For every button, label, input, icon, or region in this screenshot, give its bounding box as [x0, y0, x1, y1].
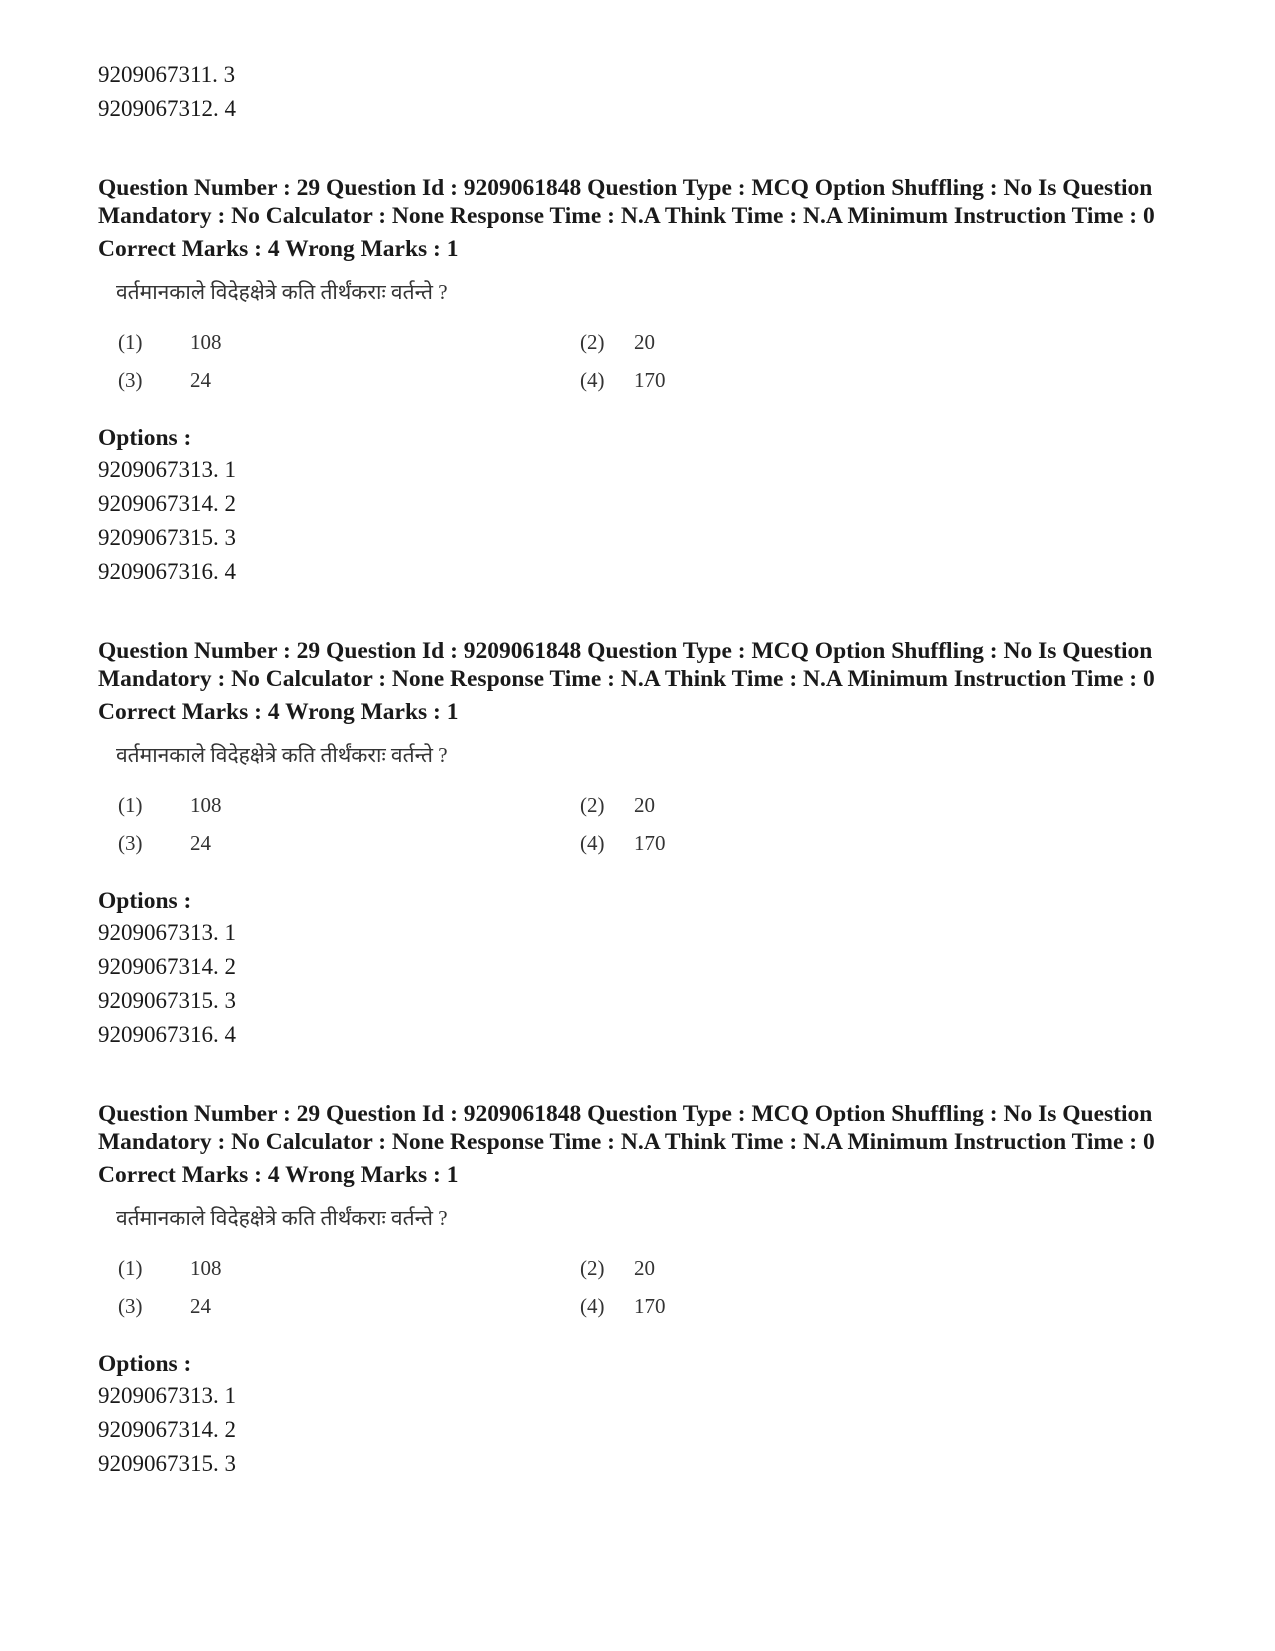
- options-heading: Options :: [98, 888, 192, 914]
- answer-choice: [580, 1291, 666, 1321]
- options-list: [98, 916, 1178, 1052]
- options-list: [98, 1379, 1178, 1481]
- question-block: [98, 637, 1178, 1052]
- answer-choice: [118, 790, 222, 820]
- options-list: [98, 453, 1178, 589]
- answer-choice: [580, 1253, 655, 1283]
- choice-number: (2): [580, 1256, 605, 1280]
- choice-number: (3): [118, 368, 143, 392]
- top-options-list: [98, 58, 1178, 126]
- answer-choice: [580, 828, 666, 858]
- choice-text: 108: [190, 1256, 222, 1280]
- answer-choice: [118, 327, 222, 357]
- option-line: 9209067312. 4: [98, 96, 236, 121]
- answer-choice: [118, 1253, 222, 1283]
- option-line: 9209067316. 4: [98, 1022, 236, 1047]
- choice-text: 20: [634, 330, 655, 354]
- option-line: 9209067315. 3: [98, 525, 236, 550]
- question-marks: Correct Marks : 4 Wrong Marks : 1: [98, 236, 459, 262]
- question-marks: Correct Marks : 4 Wrong Marks : 1: [98, 699, 459, 725]
- answer-choice: [580, 327, 655, 357]
- choice-number: (4): [580, 1294, 605, 1318]
- choice-text: 170: [634, 368, 666, 392]
- option-line: 9209067315. 3: [98, 1451, 236, 1476]
- choice-number: (1): [118, 793, 143, 817]
- choice-number: (2): [580, 330, 605, 354]
- options-heading: Options :: [98, 425, 192, 451]
- choice-text: 170: [634, 831, 666, 855]
- choice-text: 108: [190, 330, 222, 354]
- answer-choices: [98, 790, 1178, 866]
- option-line: 9209067313. 1: [98, 457, 236, 482]
- question-meta: Question Number : 29 Question Id : 9209061848 Question Type : MCQ Option Shuffling : No Is Question Mandatory : No Calculator : None Response Time : N.A Think Time : N.A Minimum Instruction Time : 0: [98, 1101, 1155, 1155]
- choice-number: (1): [118, 1256, 143, 1280]
- choice-text: 20: [634, 1256, 655, 1280]
- option-line: 9209067316. 4: [98, 559, 236, 584]
- question-text: वर्तमानकाले विदेहक्षेत्रे कति तीर्थंकराः वर्तन्ते ?: [116, 280, 448, 304]
- question-text: वर्तमानकाले विदेहक्षेत्रे कति तीर्थंकराः वर्तन्ते ?: [116, 1206, 448, 1230]
- choice-number: (1): [118, 330, 143, 354]
- question-meta: Question Number : 29 Question Id : 9209061848 Question Type : MCQ Option Shuffling : No Is Question Mandatory : No Calculator : None Response Time : N.A Think Time : N.A Minimum Instruction Time : 0: [98, 175, 1155, 229]
- choice-text: 24: [190, 368, 211, 392]
- answer-choice: [118, 1291, 211, 1321]
- answer-choice: [580, 365, 666, 395]
- question-block: [98, 1100, 1178, 1481]
- choice-text: 24: [190, 1294, 211, 1318]
- option-line: 9209067313. 1: [98, 920, 236, 945]
- question-marks: Correct Marks : 4 Wrong Marks : 1: [98, 1162, 459, 1188]
- option-line: 9209067313. 1: [98, 1383, 236, 1408]
- option-line: 9209067314. 2: [98, 491, 236, 516]
- choice-number: (2): [580, 793, 605, 817]
- answer-choices: [98, 327, 1178, 403]
- answer-choice: [118, 828, 211, 858]
- choice-text: 108: [190, 793, 222, 817]
- option-line: 9209067311. 3: [98, 62, 236, 87]
- answer-choices: [98, 1253, 1178, 1329]
- choice-text: 20: [634, 793, 655, 817]
- option-line: 9209067315. 3: [98, 988, 236, 1013]
- choice-number: (3): [118, 831, 143, 855]
- choice-number: (4): [580, 368, 605, 392]
- question-meta: Question Number : 29 Question Id : 9209061848 Question Type : MCQ Option Shuffling : No Is Question Mandatory : No Calculator : None Response Time : N.A Think Time : N.A Minimum Instruction Time : 0: [98, 638, 1155, 692]
- answer-choice: [118, 365, 211, 395]
- choice-number: (3): [118, 1294, 143, 1318]
- options-heading: Options :: [98, 1351, 192, 1377]
- option-line: 9209067314. 2: [98, 954, 236, 979]
- choice-number: (4): [580, 831, 605, 855]
- question-block: [98, 174, 1178, 589]
- option-line: 9209067314. 2: [98, 1417, 236, 1442]
- document-page: [98, 58, 1178, 1481]
- choice-text: 170: [634, 1294, 666, 1318]
- choice-text: 24: [190, 831, 211, 855]
- question-text: वर्तमानकाले विदेहक्षेत्रे कति तीर्थंकराः वर्तन्ते ?: [116, 743, 448, 767]
- answer-choice: [580, 790, 655, 820]
